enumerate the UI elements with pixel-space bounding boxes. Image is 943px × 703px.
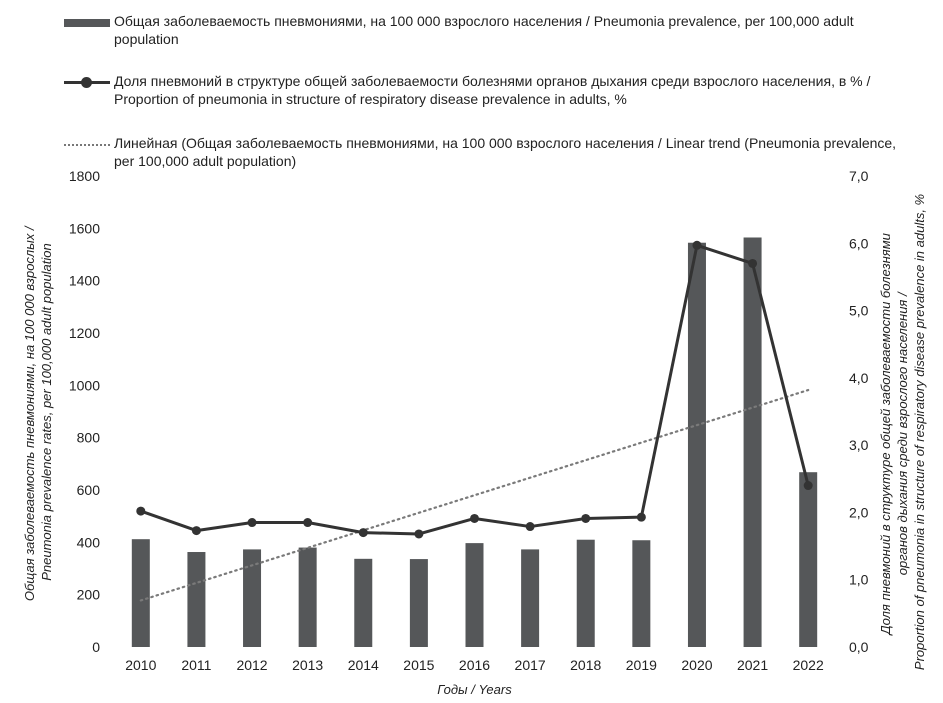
left-axis-tick-label: 400 <box>76 534 100 551</box>
bar <box>299 548 317 647</box>
line-point <box>470 514 479 523</box>
bar-series <box>132 237 817 647</box>
right-axis-ticks <box>849 168 869 655</box>
line-point <box>414 529 423 538</box>
right-axis-tick-label: 4,0 <box>849 369 869 386</box>
line-point <box>359 528 368 537</box>
x-tick-label: 2019 <box>625 657 657 673</box>
bar <box>632 540 650 647</box>
line-series <box>136 241 812 539</box>
bar <box>132 539 150 647</box>
left-axis-ticks <box>69 168 100 655</box>
x-tick-label: 2013 <box>292 657 324 673</box>
x-tick-label: 2012 <box>236 657 268 673</box>
right-axis-title-line: Proportion of pneumonia in structure of respiratory disease prevalence in adults, % <box>912 193 927 671</box>
right-axis-tick-label: 2,0 <box>849 504 869 521</box>
left-axis-tick-label: 800 <box>76 429 100 446</box>
line-point <box>526 522 535 531</box>
bar <box>688 243 706 647</box>
right-axis-tick-label: 5,0 <box>849 302 869 319</box>
right-axis-title-line: органов дыхания среди взрослого населения / <box>895 292 910 576</box>
x-tick-label: 2018 <box>570 657 602 673</box>
line-point <box>303 518 312 527</box>
right-axis-tick-label: 7,0 <box>849 168 869 184</box>
x-axis-title: Годы / Years <box>437 682 512 697</box>
x-tick-label: 2015 <box>403 657 435 673</box>
x-axis-ticks <box>125 657 824 673</box>
line-point <box>748 259 757 268</box>
left-axis-tick-label: 1000 <box>68 377 100 394</box>
x-tick-label: 2021 <box>736 657 769 673</box>
x-tick-label: 2016 <box>458 657 491 673</box>
left-axis-title-line: Pneumonia prevalence rates, per 100,000 adult population <box>39 243 54 581</box>
x-tick-label: 2010 <box>125 657 157 673</box>
legend-label: Общая заболеваемость пневмониями, на 100 000 взрослого населения / Pneumonia prevalence, per 100,000 adult population <box>114 13 854 47</box>
left-axis-tick-label: 1400 <box>68 272 100 289</box>
line-point <box>581 514 590 523</box>
bar <box>410 559 428 647</box>
right-axis-tick-label: 3,0 <box>849 437 869 454</box>
right-axis-tick-label: 6,0 <box>849 235 869 252</box>
legend-label: Доля пневмоний в структуре общей заболеваемости болезнями органов дыхания среди взрослого населения, в % / Proportion of pneumonia in structure of respiratory disease prevalence in adults, % <box>114 73 871 107</box>
bar <box>521 549 539 647</box>
bar <box>466 543 484 647</box>
left-axis-title-line: Общая заболеваемость пневмониями, на 100 000 взрослых / <box>22 226 37 602</box>
line-point <box>136 507 145 516</box>
right-axis-tick-label: 0,0 <box>849 639 869 655</box>
x-tick-label: 2022 <box>792 657 824 673</box>
line-point <box>804 481 813 490</box>
bar <box>744 237 762 647</box>
bar <box>799 472 817 647</box>
line-point <box>637 513 646 522</box>
left-axis-tick-label: 1800 <box>68 168 100 184</box>
left-axis-tick-label: 1600 <box>68 220 100 237</box>
line-point <box>692 241 701 250</box>
x-tick-label: 2020 <box>681 657 713 673</box>
left-axis-tick-label: 1200 <box>68 325 100 341</box>
right-axis-title-line: Доля пневмоний в структуре общей заболеваемости болезнями <box>878 233 893 635</box>
left-axis-title <box>22 223 54 601</box>
line-point <box>192 526 201 535</box>
legend-label: Линейная (Общая заболеваемость пневмониями, на 100 000 взрослого населения / Linear trend (Pneumonia prevalence, per 100,000 adult population) <box>114 135 897 169</box>
bar <box>187 552 205 647</box>
left-axis-tick-label: 0 <box>92 639 100 655</box>
x-tick-label: 2011 <box>181 657 212 673</box>
right-axis-title <box>878 194 927 670</box>
left-axis-tick-label: 200 <box>76 586 100 603</box>
bar <box>354 559 372 647</box>
series-line <box>141 245 808 534</box>
right-axis-tick-label: 1,0 <box>849 571 869 588</box>
x-tick-label: 2014 <box>347 657 379 673</box>
line-point <box>248 518 257 527</box>
left-axis-tick-label: 600 <box>76 482 100 498</box>
x-tick-label: 2017 <box>514 657 546 673</box>
bar <box>577 540 595 647</box>
